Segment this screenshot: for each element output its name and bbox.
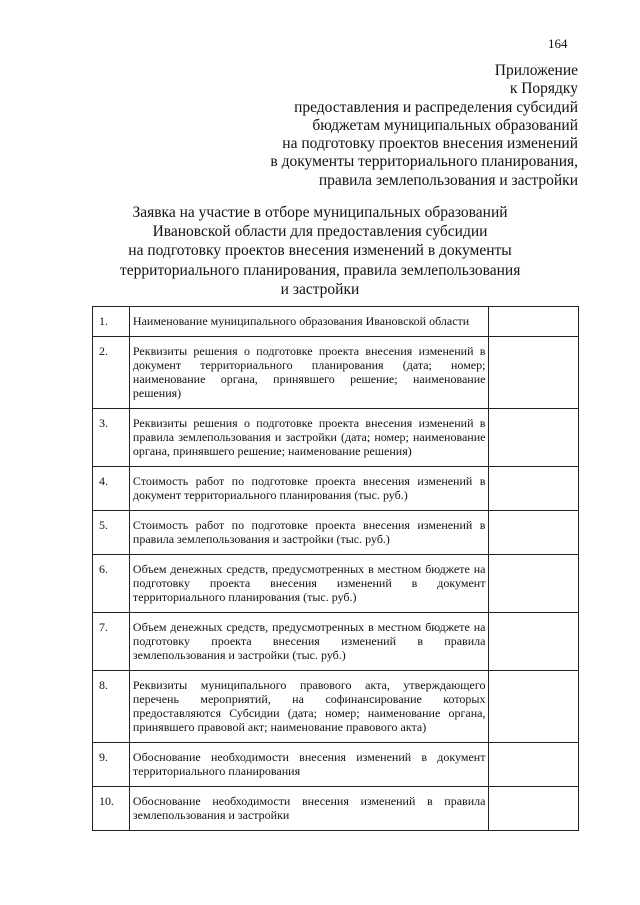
title-line: Заявка на участие в отборе муниципальных образований — [132, 204, 508, 221]
row-number: 10. — [99, 794, 114, 808]
row-label: Реквизиты решения о подготовке проекта внесения изменений в правила землепользования и застройки (дата; номер; наименование органа, принявшего решение; наименование решения) — [132, 416, 486, 458]
row-label: Обоснование необходимости внесения изменений в правила землепользования и застройки — [132, 794, 486, 822]
row-label: Объем денежных средств, предусмотренных в местном бюджете на подготовку проекта внесения изменений в документ территориального планирования (тыс. руб.) — [132, 562, 486, 604]
appendix-line: правила землепользования и застройки — [318, 171, 578, 189]
appendix-line: Приложение — [494, 62, 578, 79]
row-number-cell — [93, 787, 130, 831]
row-label-cell — [129, 511, 489, 555]
row-value-cell[interactable] — [489, 555, 579, 613]
row-number: 1. — [99, 314, 108, 328]
row-number: 7. — [99, 620, 108, 634]
table-row — [93, 511, 579, 555]
row-label: Стоимость работ по подготовке проекта внесения изменений в документ территориального планирования (тыс. руб.) — [132, 474, 486, 502]
row-label: Стоимость работ по подготовке проекта внесения изменений в правила землепользования и застройки (тыс. руб.) — [132, 518, 486, 546]
application-table — [92, 306, 579, 831]
row-value-cell[interactable] — [489, 613, 579, 671]
row-value-cell[interactable] — [489, 743, 579, 787]
page-number: 164 — [548, 36, 568, 51]
row-number: 6. — [99, 562, 108, 576]
row-number-cell — [93, 671, 130, 743]
row-label-cell — [129, 467, 489, 511]
row-label-cell — [129, 671, 489, 743]
row-number-cell — [93, 307, 130, 337]
row-number-cell — [93, 613, 130, 671]
document-title — [120, 203, 520, 299]
table-row — [93, 787, 579, 831]
appendix-line: в документы территориального планирования, — [270, 153, 578, 171]
row-label: Реквизиты решения о подготовке проекта внесения изменений в документ территориального планирования (дата; номер; наименование органа, принявшего решение; наименование решения) — [132, 344, 486, 400]
row-value-cell[interactable] — [489, 409, 579, 467]
row-number: 3. — [99, 416, 108, 430]
row-value-cell[interactable] — [489, 307, 579, 337]
appendix-line: на подготовку проектов внесения изменений — [282, 135, 578, 153]
row-value-cell[interactable] — [489, 511, 579, 555]
appendix-line: бюджетам муниципальных образований — [312, 116, 578, 134]
row-label-cell — [129, 555, 489, 613]
row-number-cell — [93, 467, 130, 511]
table-row — [93, 409, 579, 467]
row-number: 8. — [99, 678, 108, 692]
row-value-cell[interactable] — [489, 337, 579, 409]
row-number-cell — [93, 511, 130, 555]
table-row — [93, 307, 579, 337]
row-number: 9. — [99, 750, 108, 764]
table-row — [93, 337, 579, 409]
row-label: Объем денежных средств, предусмотренных в местном бюджете на подготовку проекта внесения изменений в правила землепользования и застройки (тыс. руб.) — [132, 620, 486, 662]
row-number: 2. — [99, 344, 108, 358]
row-value-cell[interactable] — [489, 671, 579, 743]
row-number-cell — [93, 555, 130, 613]
row-label: Реквизиты муниципального правового акта, утверждающего перечень мероприятий, на софинансирование которых предоставляются Субсидии (дата; номер; наименование органа, принявшего правовой акт; наименование правового акта) — [132, 678, 486, 734]
row-number-cell — [93, 337, 130, 409]
row-label-cell — [129, 307, 489, 337]
appendix-line: предоставления и распределения субсидий — [294, 98, 578, 116]
row-number-cell — [93, 409, 130, 467]
title-line: на подготовку проектов внесения изменений в документы — [128, 242, 512, 260]
appendix-header — [248, 62, 578, 190]
table-row — [93, 613, 579, 671]
table-row — [93, 671, 579, 743]
row-label-cell — [129, 787, 489, 831]
title-line: Ивановской области для предоставления субсидии — [152, 223, 488, 241]
row-label-cell — [129, 743, 489, 787]
row-label: Наименование муниципального образования Ивановской области — [132, 314, 470, 328]
appendix-line: к Порядку — [509, 80, 578, 98]
table-row — [93, 555, 579, 613]
row-number: 5. — [99, 518, 108, 532]
title-line: и застройки — [280, 280, 360, 298]
table-row — [93, 743, 579, 787]
row-number-cell — [93, 743, 130, 787]
row-label-cell — [129, 337, 489, 409]
row-number: 4. — [99, 474, 108, 488]
row-value-cell[interactable] — [489, 467, 579, 511]
row-label: Обоснование необходимости внесения изменений в документ территориального планирования — [132, 750, 486, 778]
row-label-cell — [129, 409, 489, 467]
title-line: территориального планирования, правила землепользования — [120, 261, 521, 279]
table-row — [93, 467, 579, 511]
row-label-cell — [129, 613, 489, 671]
row-value-cell[interactable] — [489, 787, 579, 831]
